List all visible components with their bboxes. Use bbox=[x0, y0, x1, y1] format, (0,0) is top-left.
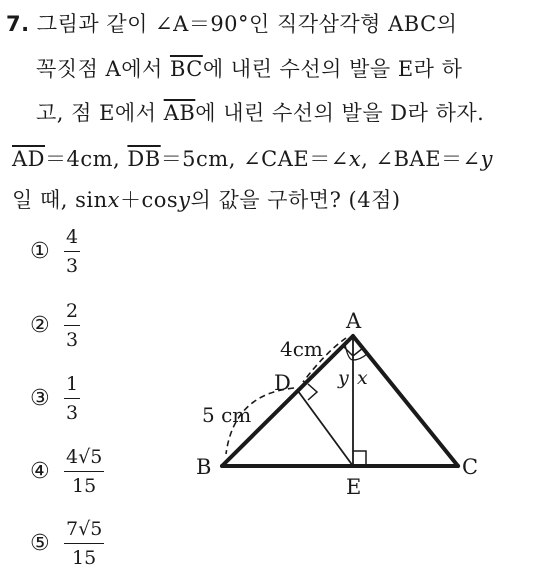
choice-4[interactable] bbox=[30, 446, 104, 497]
choice-marker: ⑤ bbox=[30, 531, 50, 556]
numerator: 4√5 bbox=[64, 446, 104, 472]
denominator: 3 bbox=[66, 329, 79, 351]
choice-marker: ③ bbox=[30, 386, 50, 411]
choice-2[interactable] bbox=[30, 300, 80, 351]
fraction bbox=[64, 373, 80, 424]
numerator: 4 bbox=[64, 226, 80, 252]
altitude-ed bbox=[298, 391, 353, 466]
problem-text: 에 내린 수선의 발을 E라 하 bbox=[202, 57, 463, 81]
label-d: D bbox=[274, 371, 291, 395]
label-a: A bbox=[346, 309, 362, 333]
segment-db: $\overline{DB}$ bbox=[127, 147, 161, 171]
problem-text: 고, 점 E에서 bbox=[36, 101, 164, 125]
label-db-length: 5 cm bbox=[202, 403, 252, 427]
problem-text: 에 내린 수선의 발을 D라 하자. bbox=[195, 101, 485, 125]
label-e: E bbox=[346, 475, 362, 498]
fraction bbox=[64, 446, 104, 497]
choice-marker: ④ bbox=[30, 459, 50, 484]
problem-text: 꼭짓점 A에서 bbox=[36, 57, 170, 81]
label-b: B bbox=[196, 455, 212, 479]
problem-line-4 bbox=[12, 143, 493, 173]
label-c: C bbox=[462, 455, 479, 479]
problem-line-5 bbox=[12, 184, 401, 214]
choice-5[interactable] bbox=[30, 518, 104, 569]
numerator: 7√5 bbox=[64, 518, 104, 544]
var-x: x bbox=[107, 188, 120, 212]
problem-text: 그림과 같이 ∠A＝90°인 직각삼각형 ABC의 bbox=[36, 12, 458, 36]
side-ac bbox=[353, 336, 458, 466]
right-angle-d bbox=[308, 384, 317, 400]
denominator: 15 bbox=[72, 475, 97, 497]
problem-line-1 bbox=[6, 8, 457, 38]
var-y: y bbox=[178, 188, 191, 212]
numerator: 2 bbox=[64, 300, 80, 326]
right-angle-e bbox=[353, 451, 366, 466]
fraction bbox=[64, 518, 104, 569]
label-ad-length: 4cm bbox=[280, 337, 323, 361]
denominator: 15 bbox=[72, 547, 97, 569]
choice-marker: ① bbox=[30, 239, 50, 264]
triangle-figure bbox=[190, 298, 500, 498]
problem-text: ＝4cm, bbox=[45, 147, 128, 171]
choice-1[interactable] bbox=[30, 226, 80, 277]
choice-3[interactable] bbox=[30, 373, 80, 424]
denominator: 3 bbox=[66, 402, 79, 424]
fraction bbox=[64, 226, 80, 277]
choice-marker: ② bbox=[30, 313, 50, 338]
problem-text: ＋cos bbox=[119, 188, 179, 212]
denominator: 3 bbox=[66, 255, 79, 277]
problem-text: 일 때, sin bbox=[12, 188, 108, 212]
problem-line-2 bbox=[36, 53, 462, 83]
question-number: 7. bbox=[6, 12, 30, 36]
var-x: x bbox=[348, 147, 362, 171]
var-y: y bbox=[480, 147, 494, 171]
label-x: x bbox=[357, 367, 368, 389]
problem-text: , ∠BAE＝∠ bbox=[361, 147, 481, 171]
fraction bbox=[64, 300, 80, 351]
segment-ad: $\overline{AD}$ bbox=[12, 147, 46, 171]
problem-text: ＝5cm, ∠CAE＝∠ bbox=[160, 147, 349, 171]
segment-ab: $\overline{AB}$ bbox=[163, 101, 196, 125]
segment-bc: $\overline{BC}$ bbox=[169, 57, 203, 81]
label-y: y bbox=[338, 367, 349, 389]
problem-line-3 bbox=[36, 97, 484, 127]
problem-text: 의 값을 구하면? (4점) bbox=[190, 188, 401, 212]
numerator: 1 bbox=[64, 373, 80, 399]
